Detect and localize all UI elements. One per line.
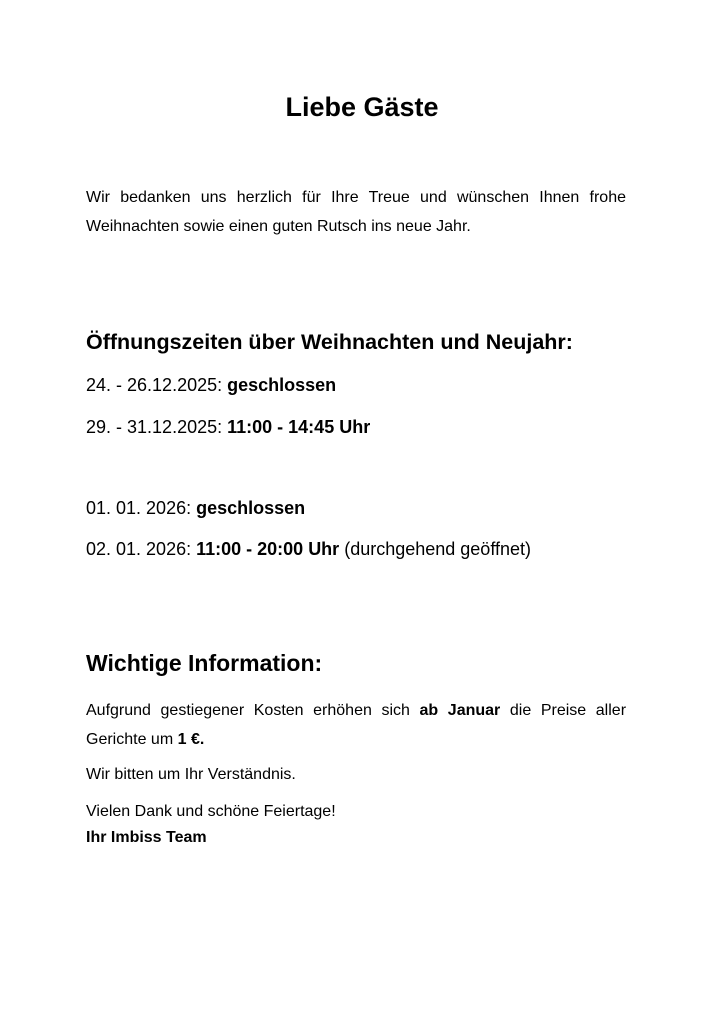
important-info-heading: Wichtige Information:: [86, 650, 323, 676]
price-text-part: die Preise aller Gerichte um: [86, 702, 627, 748]
page-title: Liebe Gäste: [285, 92, 439, 122]
price-date-emphasis: ab Januar: [419, 702, 501, 719]
hours-row: [86, 372, 336, 398]
hours-row: [86, 536, 531, 562]
signature: Ihr Imbiss Team: [86, 829, 207, 846]
price-text-part: Aufgrund gestiegener Kosten erhöhen sich: [86, 702, 410, 719]
hours-status: geschlossen: [196, 498, 306, 518]
opening-hours-heading: Öffnungszeiten über Weihnachten und Neujahr:: [86, 330, 573, 354]
price-amount-emphasis: 1 €.: [177, 731, 205, 748]
price-increase-paragraph: [86, 696, 626, 754]
hours-row: [86, 495, 305, 521]
hours-date: 24. - 26.12.2025:: [86, 375, 223, 395]
hours-date: 01. 01. 2026:: [86, 498, 192, 518]
understanding-line: Wir bitten um Ihr Verständnis.: [86, 766, 296, 783]
hours-note: (durchgehend geöffnet): [344, 539, 532, 559]
hours-status: geschlossen: [227, 375, 337, 395]
hours-row: [86, 414, 370, 440]
thanks-line: Vielen Dank und schöne Feiertage!: [86, 803, 336, 820]
hours-status: 11:00 - 14:45 Uhr: [227, 417, 371, 437]
intro-paragraph: Wir bedanken uns herzlich für Ihre Treue und wünschen Ihnen frohe Weihnachten sowie einen guten Rutsch ins neue Jahr.: [86, 189, 626, 235]
hours-date: 29. - 31.12.2025:: [86, 417, 223, 437]
hours-date: 02. 01. 2026:: [86, 539, 192, 559]
hours-status: 11:00 - 20:00 Uhr: [196, 539, 340, 559]
